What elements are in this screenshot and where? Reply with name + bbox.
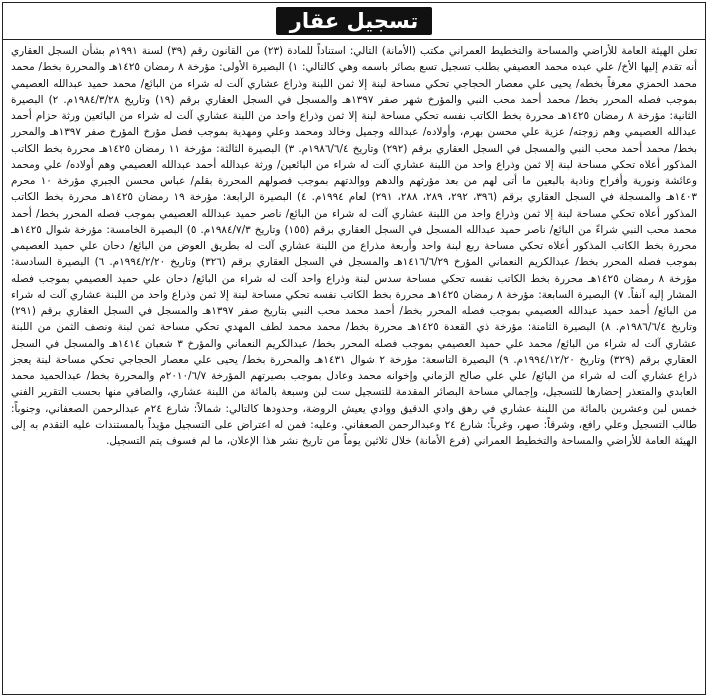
notice-header [3, 3, 705, 40]
notice-body-text: تعلن الهيئة العامة للأراضي والمساحة والتخطيط العمراني مكتب (الأمانة) التالي: استناداً للمادة (٢٣) من القانون رقم (٣٩) لسنة ١٩٩١م بشأن السجل العقاري أنه تقدم إليها الأخ/ علي عبده محمد العصيفي بطلب تسجيل تسع بصائر باسمه وهي كالتالي: ١) البصيرة الأولى: مؤرخة ٨ رمضان ١٤٢٥هـ والمحررة بخط/ محمد محمد الحمزي معرفاً بخطه/ يحيى علي معصار الحجاجي تحكي مساحة لبنة إلا ثمن اللبنة وذراع عشاري آلت له شراء من البائع/ محمد حميد عبدالله العصيمي بموجب فصله المحرر بخط/ محمد أحمد محب النبي والمؤرخ شهر صفر ١٣٩٧هـ والمسجل في السجل العقاري برقم (١٩) وتاريخ ١٩٨٤/٣/٢٨م. ٢) البصيرة الثانية: مؤرخة ٨ رمضان ١٤٢٥هـ محررة بخط الكاتب نفسه تحكي مساحة لبنة إلا ثمن وذراع واحد من اللبنة عشاري آلت له شراء من البائعين ورثة حزام أحمد عبدالله العصيمي وهم زوجته/ عزية علي محسن بهرم، وأولاده/ عبدالله وجميل وخالد ومحمد وعلي ومهدية بموجب فصل مؤرخ المؤرخ صفر ١٣٩٧هـ والمحرر بخط/ محمد أحمد محب النبي والمسجل في السجل العقاري برقم (٢٩٢) وتاريخ ١٩٨٦/٦/٤م. ٣) البصيرة الثالثة: مؤرخة ١١ رمضان ١٤٢٥هـ محررة بخط الكاتب المذكور أعلاه تحكي مساحة لبنة إلا ثمن وذراع واحد من اللبنة عشاري آلت له شراء من البائعين/ ورثة عبدالله أحمد عبدالله العصيمي وهم أولاده/ علي ومحمد وعائشة ونورية وأفراح ونادية بالبعين ما أتى لهم من بعد مؤرثهم والدهم ووالدتهم بموجب فصولهم المحررة بقلم/ عباس محسن الجبري مؤرخة ١٠ محرم ١٤٠٣هـ والمسجلة في السجل العقاري برقم (٣٩٦، ٢٩٢، ٢٨٩، ٢٨٨، ٢٩١) لعام ١٩٩٤م. ٤) البصيرة الرابعة: مؤرخة ١٩ رمضان ١٤٢٥هـ محررة بخط الكاتب المذكور أعلاه تحكي مساحة لبنة إلا ثمن وذراع واحد من اللبنة عشاري آلت له شراء من البائع/ ناصر حميد عبدالله العصيمي بموجب فصله المحرر بخط/ أحمد محمد محب النبي شراءً من البائع/ ناصر حميد عبدالله المسجل في السجل العقاري برقم (١٥٥) وتاريخ ١٩٨٤/٧/٣م. ٥) البصيرة الخامسة: مؤرخة شوال ١٤٢٥هـ محررة بخط الكاتب المذكور أعلاه تحكي مساحة ربع لبنة واحد وأربعة مذراع من اللبنة عشاري آلت له بطريق العوض من البائع/ دحان علي حميد العصيمي بموجب فصله المحرر بخط/ عبدالكريم النعماني المؤرخ ١٤١٦/٦/٢٩هـ والمسجل في السجل العقاري برقم (٣٢٦) وتاريخ ١٩٩٤/٢/٢٠م. ٦) البصيرة السادسة: مؤرخة ٨ رمضان ١٤٢٥هـ محررة بخط الكاتب نفسه تحكي مساحة سدس لبنة وذراع واحد آلت له شراء من البائع/ دحان علي حميد العصيمي بموجب فصله المشار إليه آنفاً. ٧) البصيرة السابعة: مؤرخة ٨ رمضان ١٤٢٥هـ محررة بخط الكاتب نفسه تحكي مساحة لبنة إلا ثمن وذراع واحد من اللبنة عشاري آلت له شراء من البائع/ أحمد حميد عبدالله العصيمي بموجب فصله المحرر بخط/ أحمد محمد محب النبي بتاريخ صفر ١٣٩٧هـ والمسجل في السجل العقاري برقم (٢٩١) وتاريخ ١٩٨٦/٦/٤م. ٨) البصيرة الثامنة: مؤرخة ذي القعدة ١٤٢٥هـ محررة بخط/ محمد محمد لطف المهدي تحكي مساحة ثمن لبنة ونصف الثمن من اللبنة عشاري آلت له شراء من البائع/ محمد علي حميد العصيمي بموجب فصله المحرر بخط/ عبدالكريم النعماني والمؤرخ ٣ شعبان ١٤١٤هـ والمسجل في السجل العقاري برقم (٣٢٩) وتاريخ ١٩٩٤/١٢/٢٠م. ٩) البصيرة التاسعة: مؤرخة ٢ شوال ١٤٣١هـ والمحررة بخط/ يحيى علي معصار الحجاجي تحكي مساحة لبنة يعجز ذراع عشاري آلت له شراء من البائع/ علي علي صالح الزماني وإخوانه محمد وعادل بموجب بصيرتهم المؤرخة ٢٠١٠/٦/٧م والمحررة بخط/ عبدالحميد محمد العابدي والمتعذر إحضارها للتسجيل، وإجمالي مساحة البصائر المقدمة للتسجيل ست لبن وسبعة بالمائة من اللبنة عشاري، والصافي منها بحسب التقرير الفني خمس لبن وعشرين بالمائة من اللبنة عشاري في رهق وادي الدقيق ووادي يعيش الروضة، وحدودها كالتالي: شمالاً: شارع ٢٤م عبدالرحمن الصعفاني، وجنوباً: طالب التسجيل وعلي رافع، وشرقاً: صهر، وغرباً: شارع ٢٤ وعبدالرحمن الصعفاني. وعليه: فمن له اعتراض على التسجيل مؤيداً بالمستندات عليه التقدم به إلى الهيئة العامة للأراضي والمساحة والتخطيط العمراني (فرع الأمانة) خلال ثلاثين يوماً من تاريخ نشر هذا الإعلان، ما لم فسوف يتم التسجيل. [11, 45, 698, 447]
notice-title: تسجيل عقار [276, 7, 432, 35]
property-registration-notice [2, 2, 706, 695]
